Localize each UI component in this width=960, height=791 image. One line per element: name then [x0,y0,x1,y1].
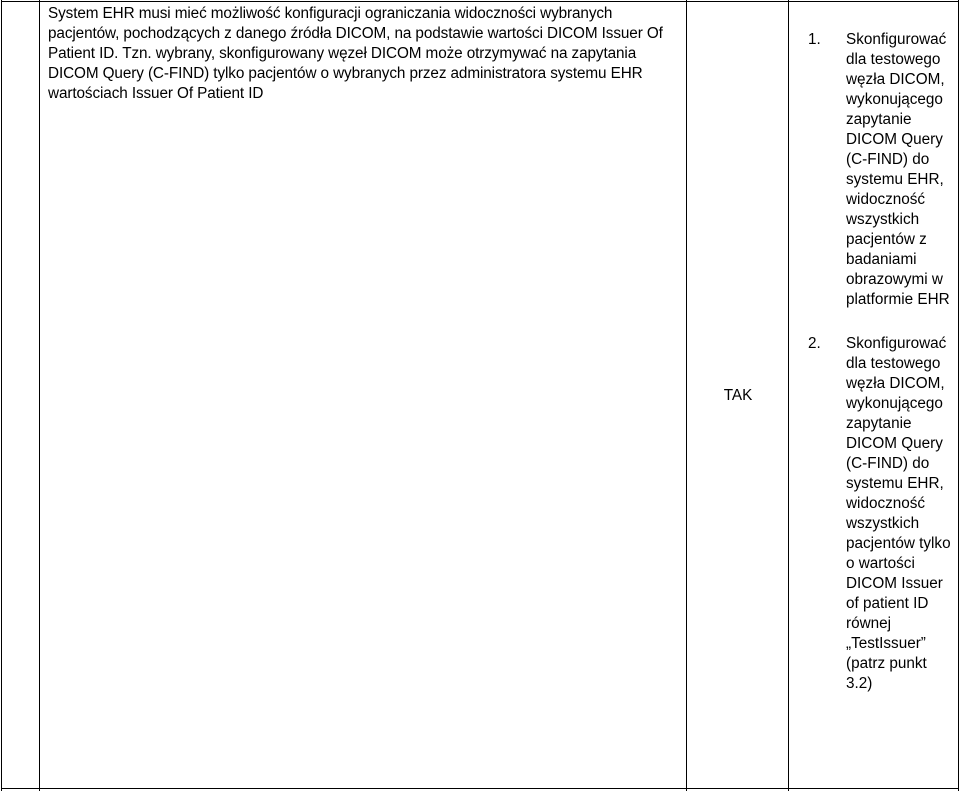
test-step-number: 2. [808,335,821,352]
test-step [805,30,955,310]
test-step-text: Skonfigurować dla testowego węzła DICOM, wykonującego zapytanie DICOM Query (C-FIND) do systemu EHR, widoczność wszystkich pacjentów tylko o wartości DICOM Issuer of patient ID równej „TestIssuer” (patrz punkt 3.2) [846,335,951,692]
table-border-right [958,0,959,791]
requirement-answer: TAK [723,387,753,404]
column-divider-answer [788,0,789,791]
test-step-text: Skonfigurować dla testowego węzła DICOM, wykonującego zapytanie DICOM Query (C-FIND) do systemu EHR, widoczność wszystkich pacjentów z badaniami obrazowymi w platformie EHR [846,31,950,308]
column-divider-description [686,0,687,791]
table-border-top [1,1,959,2]
table-border-bottom [1,788,959,789]
test-step-number: 1. [808,31,821,48]
test-steps-list [805,30,955,694]
requirement-description: System EHR musi mieć możliwość konfiguracji ograniczania widoczności wybranych pacjentów, pochodzących z danego źródła DICOM, na podstawie wartości DICOM Issuer Of Patient ID. Tzn. wybrany, skonfigurowany węzeł DICOM może otrzymywać na zapytania DICOM Query (C-FIND) tylko pacjentów o wybranych przez administratora systemu EHR wartościach Issuer Of Patient ID [48,5,663,102]
column-divider-number [39,0,40,791]
test-step [805,334,955,694]
table-border-left [1,0,2,791]
